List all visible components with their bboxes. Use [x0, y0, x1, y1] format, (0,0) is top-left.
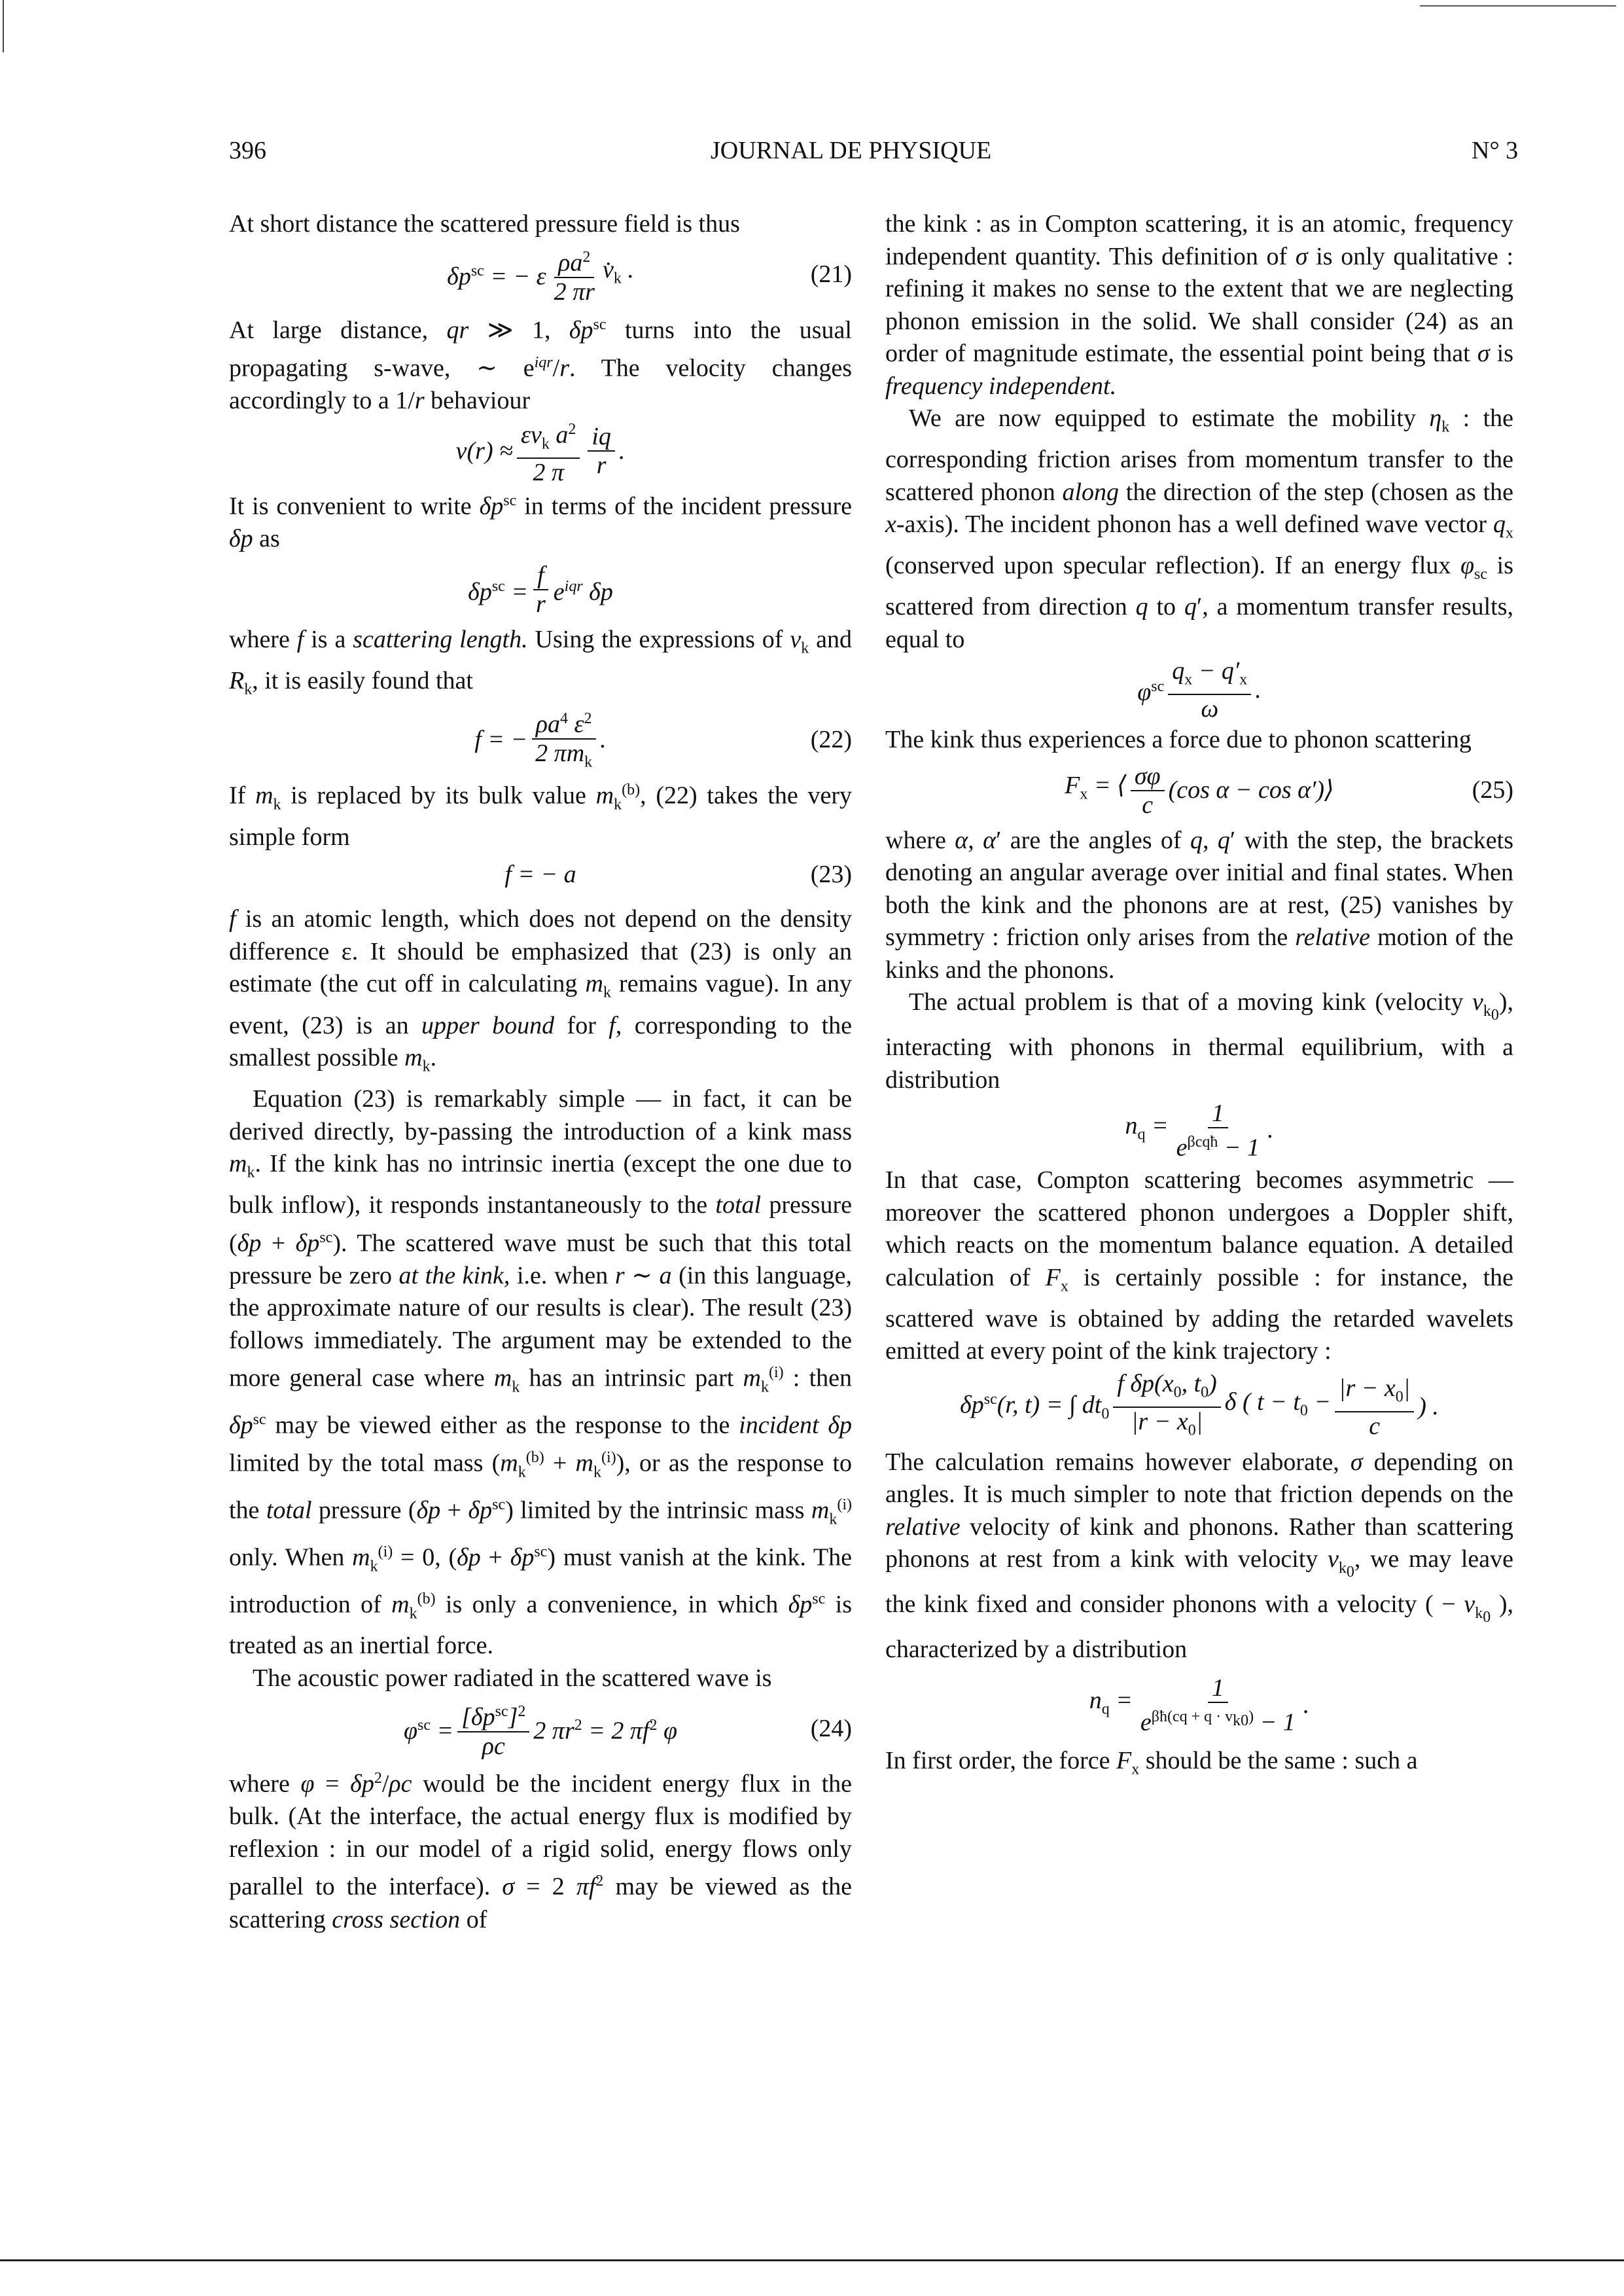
left-column [229, 208, 852, 1936]
paragraph: If $m_k$ is replaced by its bulk value $m_k^{(b)}$, (22) takes the very simple form [229, 781, 852, 851]
scan-top-rule [1420, 5, 1616, 7]
right-column [885, 208, 1513, 1786]
equation-velocity: v(r) ≈ $\frac{\varepsilon v_k a^2}{2 \pi}$ $\frac{iq}{r}$ . [229, 417, 852, 485]
paragraph: The acoustic power radiated in the scattered wave is [253, 1664, 772, 1692]
paragraph: where f is a scattering length. Using the expressions of $v_k$ and $R_k$, it is easily found that [229, 625, 852, 698]
equation-scattering-length: $\delta p^{sc}$ = $\frac{f}{r}$ $e^{iqr}$ δp [468, 561, 613, 618]
issue-number: N° 3 [1472, 137, 1519, 164]
equation-24: $\varphi^{sc}$ = $\frac{[\delta p^{sc}]^2}{\rho c}$ 2 $\pi r^2 = 2$ $\pi f^2$ φ (24) [229, 1695, 852, 1763]
equation-number: (25) [1472, 776, 1513, 804]
paragraph: At short distance the scattered pressure field is thus [229, 210, 740, 238]
equation-21: $\delta p^{sc}$ = − ε $\frac{\rho a^2}{2 \pi r}$ $v̇_k$ . (21) [229, 241, 852, 309]
equation-doppler-distribution: $n_q$ = $\frac{1}{e^{\beta ħ(cq + q \cdot v_{k0})} - 1}$ . [1089, 1674, 1310, 1736]
equation-number: (23) [810, 860, 852, 888]
page-bottom-rule [0, 2259, 1624, 2261]
journal-title: JOURNAL DE PHYSIQUE [711, 137, 992, 164]
paragraph: We are now equipped to estimate the mobility $\eta_k$ : the corresponding friction arises from momentum transfer to the scattered phonon along the direction of the step (chosen as the x-axis). The incident phonon has a well defined wave vector $q_x$ (conserved upon specular reflection). If an energy flux $\varphi_{sc}$ is scattered from direction q to q′, a momentum transfer results, equal to [885, 404, 1514, 653]
equation-momentum-transfer: $\varphi^{sc}$ $\frac{q_x - q'_x}{\omega}$ . [1137, 657, 1262, 723]
paragraph: The calculation remains however elaborate, σ depending on angles. It is much simpler to note that friction depends on the relative velocity of kink and phonons. Rather than scattering phonons at rest from a kink with velocity $v_{k_0}$, we may leave the kink fixed and consider phonons with a velocity ( − $v_{k_0}$ ), characterized by a distribution [885, 1448, 1513, 1664]
scan-edge-line [3, 0, 4, 52]
equation-number: (24) [810, 1714, 852, 1742]
page-number: 396 [229, 137, 266, 164]
paragraph: The kink thus experiences a force due to phonon scattering [885, 726, 1472, 754]
equation-retarded-wave: $\delta p^{sc}(r$, t) = ∫ $dt_0$ $\frac{f \delta p(x_0, t_0)}{|r - x_0|}$ δ ( $t - t_0$ − $\frac{|r - x_0|}{c}$ ) . [960, 1370, 1439, 1440]
paragraph: Equation (23) is remarkably simple — in fact, it can be derived directly, by-passing the introduction of a kink mass $m_k$. If the kink has no intrinsic inertia (except the one due to bulk inflow), it responds instantaneously to the total pressure $(\delta p + \delta p^{sc})$. The scattered wave must be such that this total pressure be zero at the kink, i.e. when r ∼ a (in this language, the approximate nature of our results is clear). The result (23) follows immediately. The argument may be extended to the more general case where $m_k$ has an intrinsic part $m_k^{(i)}$ : then $\delta p^{sc}$ may be viewed either as the response to the incident δp limited by the total mass $(m_k^{(b)} + m_k^{(i)})$, or as the response to the total pressure $(\delta p + \delta p^{sc})$ limited by the intrinsic mass $m_k^{(i)}$ only. When $m_k^{(i)} = 0$, $(\delta p + \delta p^{sc})$ must vanish at the kink. The introduction of $m_k^{(b)}$ is only a convenience, in which $\delta p^{sc}$ is treated as an inertial force. [229, 1085, 853, 1660]
equation-number: (22) [810, 726, 852, 754]
equation-distribution: $n_q$ = $\frac{1}{e^{\beta cqħ} - 1}$ . [1125, 1099, 1274, 1162]
paragraph: In first order, the force $F_x$ should be the same : such a [885, 1746, 1418, 1778]
paragraph: It is convenient to write $\delta p^{sc}$ in terms of the incident pressure δp as [229, 492, 852, 553]
equation-number: (21) [810, 260, 852, 288]
paragraph: the kink : as in Compton scattering, it is an atomic, frequency independent quantity. This definition of σ is only qualitative : refining it makes no sense to the extent that we are neglecting phonon emission in the solid. We shall consider (24) as an order of magnitude estimate, the essential point being that σ is frequency independent. [885, 210, 1514, 400]
paragraph: In that case, Compton scattering becomes asymmetric — moreover the scattered phonon undergoes a Doppler shift, which reacts on the momentum balance equation. A detailed calculation of $F_x$ is certainly possible : for instance, the scattered wave is obtained by adding the retarded wavelets emitted at every point of the kink trajectory : [885, 1166, 1513, 1365]
paragraph: The actual problem is that of a moving kink (velocity $v_{k_0}$), interacting with phonons in thermal equilibrium, with a distribution [885, 988, 1513, 1094]
paragraph: where $\varphi = \delta p^2/\rho c$ would be the incident energy flux in the bulk. (At the interface, the actual energy flux is modified by reflexion : in our model of a rigid solid, energy flows only parallel to the interface). σ = 2 $\pi f^2$ may be viewed as the scattering cross section of [229, 1770, 852, 1933]
equation-22: f = − $\frac{\rho a^4 \varepsilon^2}{2 \pi m_k}$ . (22) [229, 706, 852, 774]
paragraph: where α, α′ are the angles of q, q′ with the step, the brackets denoting an angular average over initial and final states. When both the kink and the phonons are at rest, (25) vanishes by symmetry : friction only arises from the relative motion of the kinks and the phonons. [885, 826, 1514, 984]
equation-25: $F_x$ = ⟨ $\frac{\sigma\varphi}{c}$ (cos α − cos α′)⟩ (25) [885, 757, 1513, 825]
paragraph: f is an atomic length, which does not depend on the density difference ε. It should be emphasized that (23) is only an estimate (the cut off in calculating $m_k$ remains vague). In any event, (23) is an upper bound for f, corresponding to the smallest possible $m_k$. [229, 905, 853, 1075]
paragraph: At large distance, qr ≫ 1, $\delta p^{sc}$ turns into the usual propagating s-wave, ∼ $e^{iqr}/r$. The velocity changes accordingly to a 1/r behaviour [229, 315, 853, 414]
equation-23: f = − a (23) [229, 853, 852, 895]
